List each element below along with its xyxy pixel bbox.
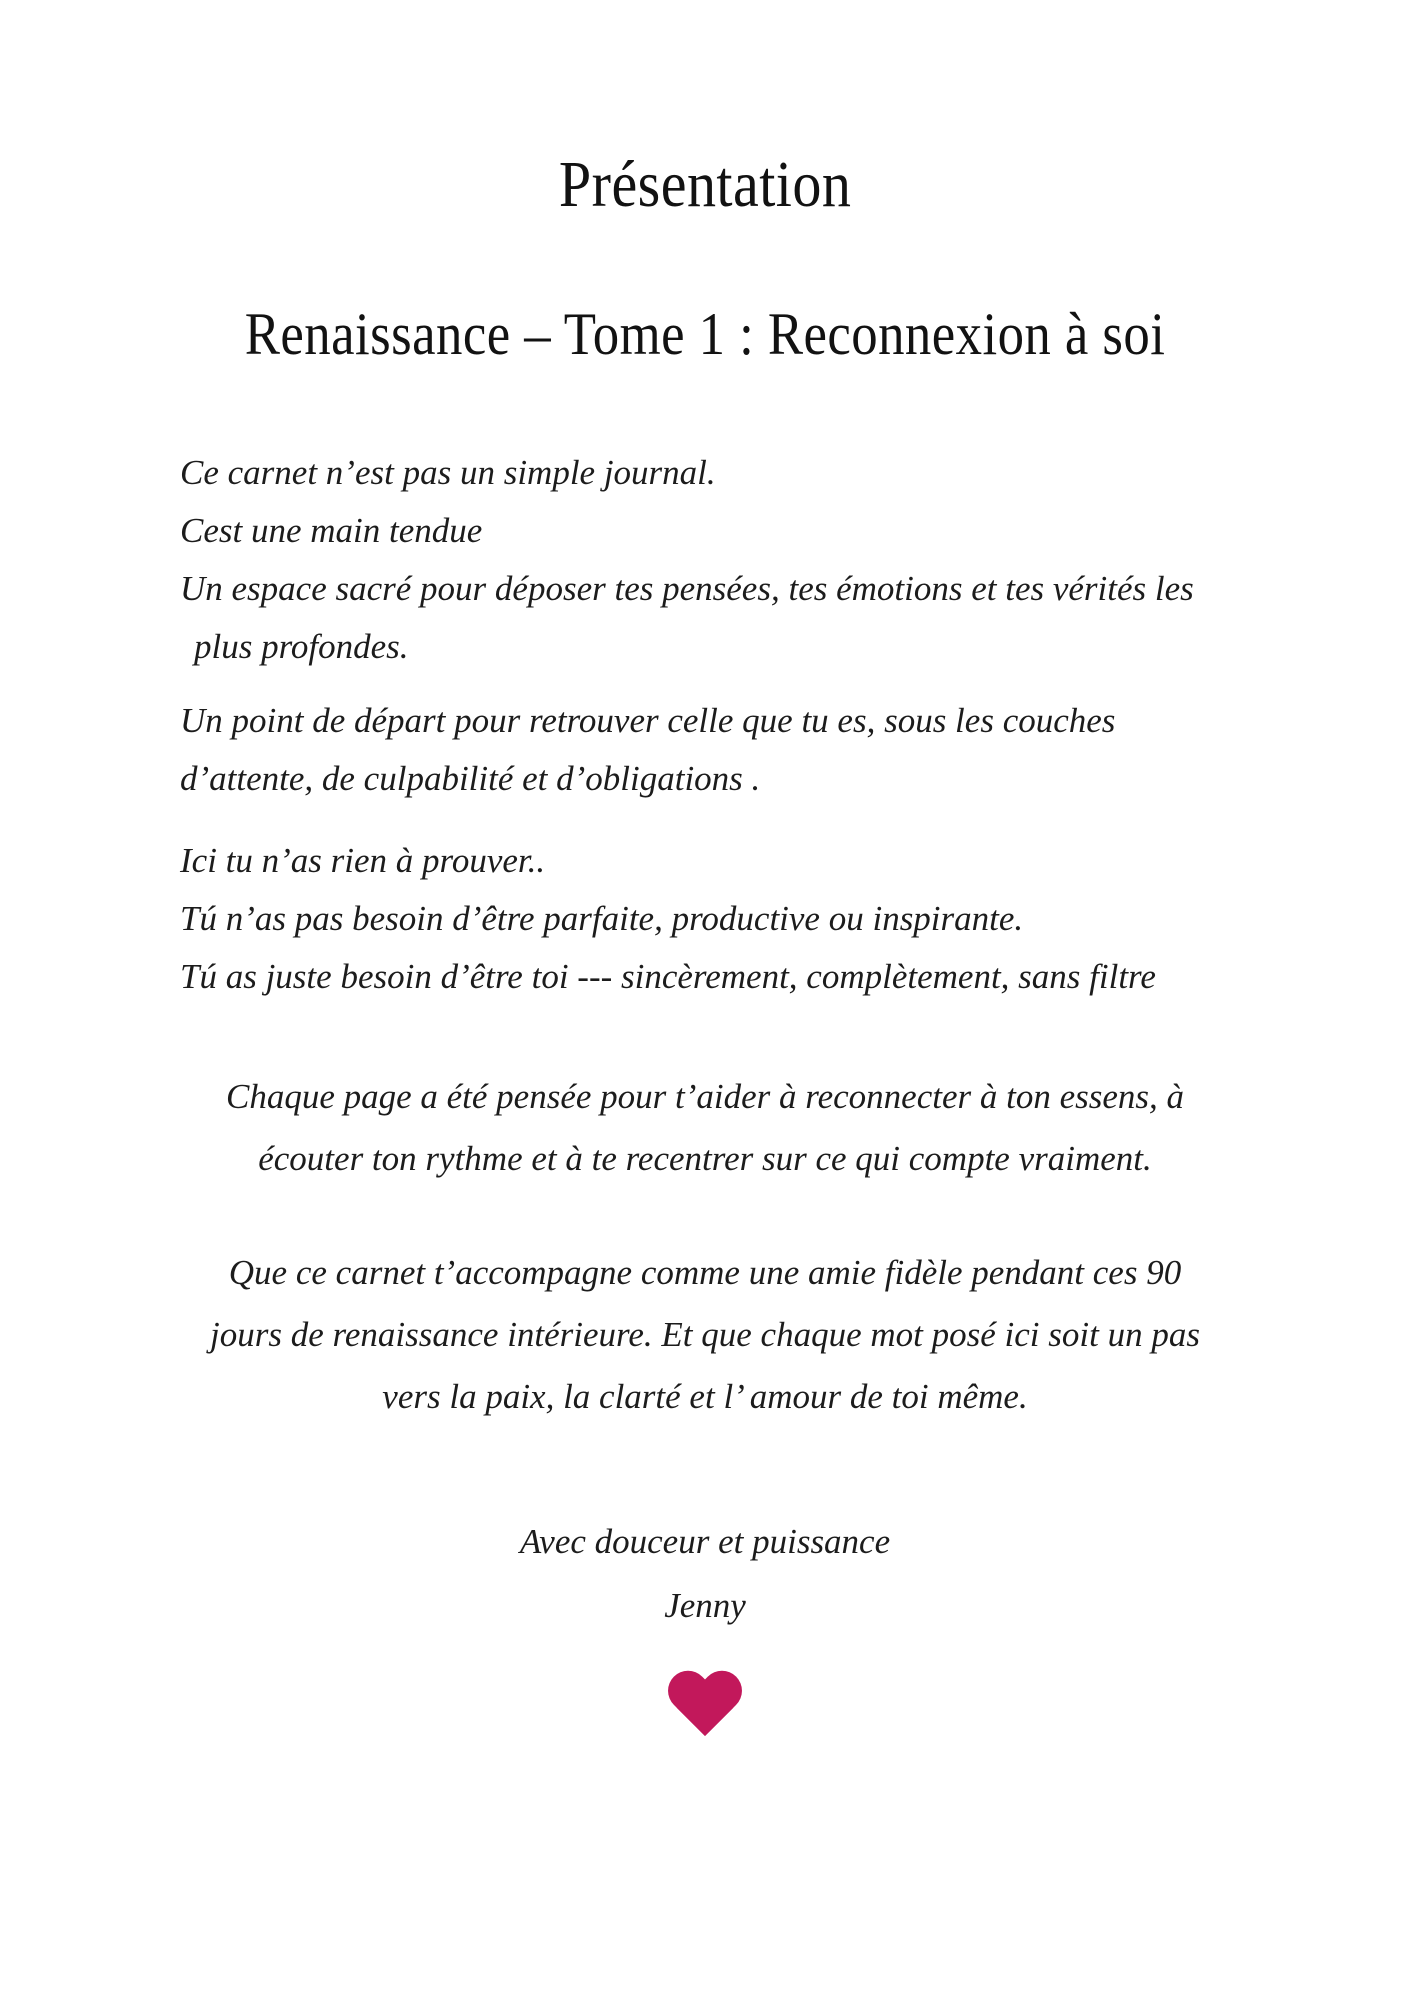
text-line: Un point de départ pour retrouver celle que tu es, sous les couches — [180, 701, 1116, 740]
text-line: Ici tu n’as rien à prouver.. — [180, 841, 546, 880]
signature-name: Jenny — [664, 1586, 746, 1625]
book-title-text: Renaissance – Tome 1 : Reconnexion à soi — [244, 301, 1166, 367]
text-line: vers la paix, la clarté et l’ amour de toi même. — [382, 1377, 1028, 1416]
page-title — [0, 0, 1410, 220]
text-line: Ce carnet n’est pas un simple journal. — [180, 453, 716, 492]
text-line: Cest une main tendue — [180, 511, 483, 550]
paragraph-accompagne — [0, 1242, 1410, 1428]
heart-icon — [665, 1672, 745, 1744]
page-title-text: Présentation — [558, 148, 852, 221]
text-line: d’attente, de culpabilité et d’obligations . — [180, 759, 761, 798]
text-line: Chaque page a été pensée pour t’aider à reconnecter à ton essens, à — [225, 1077, 1185, 1116]
paragraph-prouver — [0, 832, 1410, 1006]
text-line: Que ce carnet t’accompagne comme une amie fidèle pendant ces 90 — [228, 1253, 1182, 1292]
text-line: écouter ton rythme et à te recentrer sur ce qui compte vraiment. — [258, 1139, 1152, 1178]
text-line: Un espace sacré pour déposer tes pensées, tes émotions et tes vérités les — [180, 569, 1194, 608]
signature-block — [0, 1510, 1410, 1638]
text-line: jours de renaissance intérieure. Et que chaque mot posé ici soit un pas — [210, 1315, 1200, 1354]
paragraph-depart — [0, 692, 1410, 808]
text-line: plus profondes. — [194, 627, 409, 666]
book-title — [0, 302, 1410, 366]
heart-container — [0, 1672, 1410, 1744]
presentation-text — [0, 444, 1410, 1428]
paragraph-intro — [0, 444, 1410, 676]
text-line: Tú as juste besoin d’être toi --- sincèrement, complètement, sans filtre — [180, 957, 1156, 996]
paragraph-chaque-page — [0, 1066, 1410, 1190]
text-line: Tú n’as pas besoin d’être parfaite, productive ou inspirante. — [180, 899, 1024, 938]
signature-closing: Avec douceur et puissance — [519, 1522, 891, 1561]
